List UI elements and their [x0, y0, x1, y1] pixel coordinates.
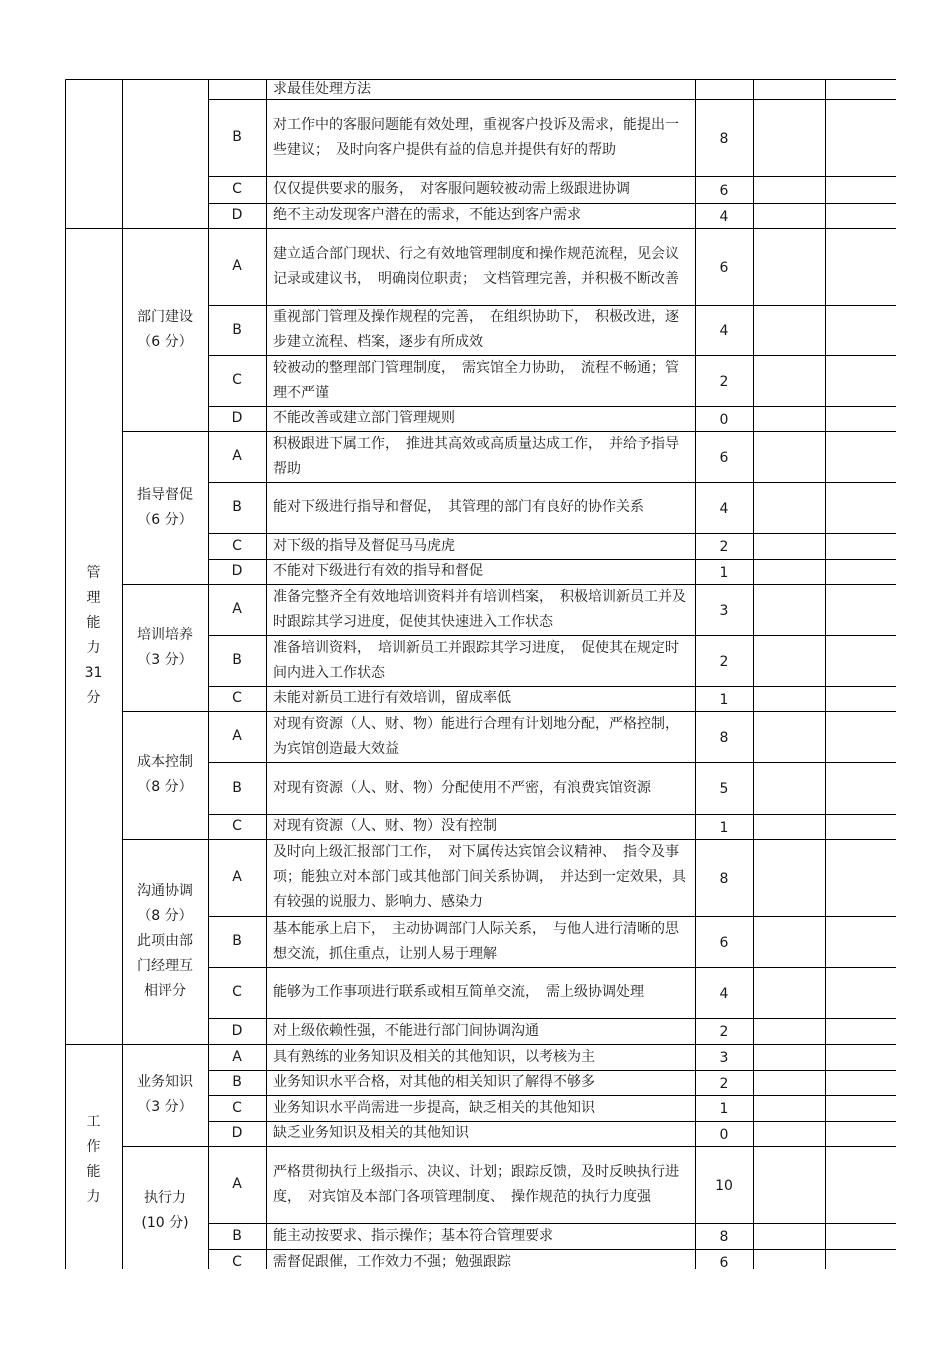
criteria-text: 建立适合部门现状、行之有效地管理制度和操作规范流程，见会议记录或建议书， 明确岗位职责； 文档管理完善，并积极不断改善 — [273, 245, 679, 287]
final-score-cell — [825, 99, 896, 176]
subgroup-label-line: （8 分） — [137, 779, 193, 795]
self-score-cell — [753, 1044, 825, 1070]
category-char: 能 — [86, 1163, 101, 1180]
score-cell: 0 — [719, 411, 729, 428]
subgroup-label-line: 部门建设 — [137, 308, 193, 325]
final-score-cell — [825, 533, 896, 559]
score-cell: 1 — [719, 691, 729, 708]
subgroup-label — [122, 431, 208, 584]
score-cell: 3 — [719, 602, 729, 619]
criteria-text: 及时向上级汇报部门工作， 对下属传达宾馆会议精神、 指令及事项；能独立对本部门或其他部门间关系协调， 并达到一定效果，具有较强的说服力、影响力、感染力 — [273, 844, 686, 910]
final-score-cell — [825, 1223, 896, 1249]
score-cell: 4 — [719, 208, 729, 225]
self-score-cell — [753, 1018, 825, 1044]
score-cell — [695, 79, 753, 99]
criteria-text: 需督促跟催，工作效力不强；勉强跟踪 — [273, 1253, 511, 1270]
score-cell: 1 — [719, 1101, 729, 1117]
final-score-cell — [825, 1095, 896, 1121]
grade-cell: A — [232, 448, 242, 464]
category-char: 力 — [86, 640, 101, 656]
score-cell: 8 — [719, 1229, 729, 1245]
criteria-text: 准备完整齐全有效地培训资料并有培训档案， 积极培训新员工并及时跟踪其学习进度，促使其快速进入工作状态 — [273, 588, 686, 630]
final-score-cell — [825, 203, 896, 228]
final-score-cell — [825, 355, 896, 406]
score-cell: 2 — [719, 539, 729, 555]
grade-cell: A — [232, 869, 242, 885]
grade-cell: C — [232, 181, 242, 197]
score-cell: 4 — [719, 985, 729, 1002]
grade-cell — [208, 79, 266, 99]
category-label — [65, 79, 122, 228]
score-cell: 1 — [719, 819, 729, 836]
score-cell: 10 — [715, 1177, 733, 1194]
subgroup-label-line: 执行力 — [144, 1189, 186, 1206]
final-score-cell — [825, 1121, 896, 1146]
score-cell: 4 — [719, 500, 729, 517]
criteria-text: 对工作中的客服问题能有效处理，重视客户投诉及需求，能提出一些建议； 及时向客户提供有益的信息并提供有好的帮助 — [273, 116, 679, 158]
self-score-cell — [753, 559, 825, 584]
final-score-cell — [825, 711, 896, 762]
subgroup-label-line: 沟通协调 — [137, 883, 193, 899]
subgroup-label — [122, 584, 208, 711]
self-score-cell — [753, 839, 825, 916]
self-score-cell — [753, 814, 825, 839]
final-score-cell — [825, 967, 896, 1018]
criteria-text: 能主动按要求、指示操作；基本符合管理要求 — [273, 1227, 553, 1244]
final-score-cell — [825, 1018, 896, 1044]
self-score-cell — [753, 762, 825, 814]
criteria-text: 仅仅提供要求的服务， 对客服问题较被动需上级跟进协调 — [273, 181, 630, 197]
subgroup-label-line: 相评分 — [144, 983, 186, 999]
grade-cell: D — [231, 1125, 243, 1141]
subgroup-label-line: 成本控制 — [137, 754, 193, 770]
final-score-cell — [825, 305, 896, 355]
category-char: 力 — [86, 1188, 101, 1205]
criteria-text: 业务知识水平尚需进一步提高，缺乏相关的其他知识 — [273, 1099, 595, 1116]
criteria-text: 不能对下级进行有效的指导和督促 — [273, 563, 483, 579]
final-score-cell — [825, 584, 896, 635]
self-score-cell — [753, 355, 825, 406]
subgroup-label-line: 指导督促 — [137, 486, 193, 503]
criteria-text: 求最佳处理方法 — [273, 80, 371, 97]
category-label — [65, 1044, 122, 1275]
self-score-cell — [753, 79, 825, 99]
self-score-cell — [753, 533, 825, 559]
criteria-text: 对现有资源（人、财、物）能进行合理有计划地分配，严格控制，为宾馆创造最大效益 — [273, 715, 679, 757]
grade-cell: C — [232, 1099, 242, 1116]
grade-cell: B — [232, 321, 242, 338]
score-cell: 6 — [719, 934, 729, 951]
grade-cell: A — [232, 601, 242, 617]
subgroup-label — [122, 1044, 208, 1146]
criteria-text: 重视部门管理及操作规程的完善， 在组织协助下， 积极改进，逐步建立流程、档案，逐步有所成效 — [273, 309, 679, 350]
grade-cell: D — [231, 1022, 243, 1039]
self-score-cell — [753, 635, 825, 686]
self-score-cell — [753, 1095, 825, 1121]
score-cell: 1 — [719, 564, 729, 581]
grade-cell: C — [232, 818, 242, 834]
self-score-cell — [753, 1070, 825, 1095]
self-score-cell — [753, 203, 825, 228]
criteria-text: 对现有资源（人、财、物）分配使用不严密，有浪费宾馆资源 — [273, 779, 651, 796]
criteria-text: 绝不主动发现客户潜在的需求，不能达到客户需求 — [273, 207, 581, 223]
final-score-cell — [825, 814, 896, 839]
grade-cell: B — [232, 1227, 242, 1244]
category-label — [65, 228, 122, 1044]
self-score-cell — [753, 1223, 825, 1249]
grade-cell: A — [232, 728, 242, 744]
category-char: 分 — [86, 690, 101, 706]
subgroup-label — [122, 228, 208, 431]
grade-cell: B — [232, 779, 242, 796]
category-char: 能 — [86, 615, 101, 631]
self-score-cell — [753, 431, 825, 482]
subgroup-label — [122, 79, 208, 228]
criteria-text: 对现有资源（人、财、物）没有控制 — [273, 818, 497, 834]
grade-cell: B — [232, 1074, 242, 1090]
score-cell: 2 — [719, 1024, 729, 1040]
criteria-text: 对上级依赖性强，不能进行部门间协调沟通 — [273, 1022, 539, 1039]
final-score-cell — [825, 762, 896, 814]
subgroup-label-line: （6 分） — [137, 333, 193, 350]
subgroup-label — [122, 1146, 208, 1275]
self-score-cell — [753, 228, 825, 305]
self-score-cell — [753, 967, 825, 1018]
self-score-cell — [753, 1121, 825, 1146]
final-score-cell — [825, 559, 896, 584]
subgroup-label-line: 门经理互 — [137, 958, 193, 974]
grade-cell: C — [232, 984, 242, 1000]
final-score-cell — [825, 1249, 896, 1275]
grade-cell: D — [231, 207, 243, 223]
evaluation-table — [65, 79, 896, 1269]
score-cell: 6 — [719, 259, 729, 276]
criteria-text: 积极跟进下属工作， 推进其高效或高质量达成工作， 并给予指导帮助 — [273, 435, 679, 477]
criteria-text: 准备培训资料， 培训新员工并跟踪其学习进度， 促使其在规定时间内进入工作状态 — [273, 639, 679, 681]
category-char: 理 — [86, 590, 101, 606]
score-cell: 6 — [719, 182, 729, 199]
self-score-cell — [753, 1146, 825, 1223]
score-cell: 2 — [719, 373, 729, 390]
criteria-text: 业务知识水平合格，对其他的相关知识了解得不够多 — [273, 1074, 595, 1090]
grade-cell: A — [232, 258, 242, 274]
grade-cell: D — [231, 410, 243, 426]
subgroup-label-line: 此项由部 — [137, 933, 193, 949]
category-char: 31 — [84, 665, 103, 681]
subgroup-label-line: 业务知识 — [137, 1074, 193, 1090]
criteria-text: 基本能承上启下， 主动协调部门人际关系， 与他人进行清晰的思想交流，抓住重点，让别人易于理解 — [273, 920, 679, 962]
score-cell: 3 — [719, 1050, 729, 1066]
criteria-text: 对下级的指导及督促马马虎虎 — [273, 537, 455, 554]
subgroup-label — [122, 711, 208, 839]
category-char: 作 — [86, 1138, 101, 1155]
final-score-cell — [825, 176, 896, 203]
self-score-cell — [753, 584, 825, 635]
final-score-cell — [825, 431, 896, 482]
self-score-cell — [753, 406, 825, 431]
self-score-cell — [753, 99, 825, 176]
self-score-cell — [753, 482, 825, 533]
subgroup-label — [122, 839, 208, 1044]
grade-cell: B — [232, 933, 242, 949]
self-score-cell — [753, 711, 825, 762]
final-score-cell — [825, 1044, 896, 1070]
self-score-cell — [753, 1249, 825, 1275]
score-cell: 8 — [719, 130, 729, 147]
criteria-text: 较被动的整理部门管理制度， 需宾馆全力协助， 流程不畅通；管理不严谨 — [273, 359, 679, 401]
subgroup-label-line: (10 分) — [141, 1214, 189, 1231]
final-score-cell — [825, 1070, 896, 1095]
final-score-cell — [825, 79, 896, 99]
self-score-cell — [753, 176, 825, 203]
score-cell: 2 — [719, 1075, 729, 1092]
grade-cell: C — [232, 1253, 242, 1270]
final-score-cell — [825, 1146, 896, 1223]
final-score-cell — [825, 482, 896, 533]
grade-cell: B — [232, 652, 242, 668]
score-cell: 8 — [719, 729, 729, 746]
criteria-text: 严格贯彻执行上级指示、决议、计划；跟踪反馈，及时反映执行进度， 对宾馆及本部门各项管理制度、 操作规范的执行力度强 — [273, 1163, 679, 1205]
score-cell: 8 — [719, 870, 729, 887]
final-score-cell — [825, 916, 896, 967]
self-score-cell — [753, 686, 825, 711]
score-cell: 5 — [719, 781, 729, 797]
subgroup-label-line: 培训培养 — [137, 626, 193, 643]
grade-cell: C — [232, 537, 242, 554]
grade-cell: C — [232, 690, 242, 706]
subgroup-label-line: （6 分） — [137, 511, 193, 528]
score-cell: 6 — [719, 1255, 729, 1271]
score-cell: 0 — [719, 1126, 729, 1143]
criteria-text: 未能对新员工进行有效培训，留成率低 — [273, 690, 511, 706]
criteria-text: 能对下级进行指导和督促， 其管理的部门有良好的协作关系 — [273, 499, 644, 515]
grade-cell: D — [231, 563, 243, 579]
score-cell: 4 — [719, 323, 729, 339]
grade-cell: B — [232, 499, 242, 515]
grade-cell: C — [232, 372, 242, 388]
final-score-cell — [825, 228, 896, 305]
category-char: 管 — [86, 565, 101, 581]
subgroup-label-line: （3 分） — [137, 1099, 193, 1115]
grade-cell: A — [232, 1176, 242, 1192]
criteria-text: 具有熟练的业务知识及相关的其他知识，以考核为主 — [273, 1048, 595, 1065]
final-score-cell — [825, 406, 896, 431]
grade-cell: B — [232, 129, 242, 145]
final-score-cell — [825, 635, 896, 686]
criteria-text: 不能改善或建立部门管理规则 — [273, 410, 455, 426]
self-score-cell — [753, 916, 825, 967]
self-score-cell — [753, 305, 825, 355]
final-score-cell — [825, 686, 896, 711]
subgroup-label-line: （8 分） — [137, 908, 193, 924]
score-cell: 2 — [719, 653, 729, 670]
score-cell: 6 — [719, 449, 729, 466]
criteria-text: 缺乏业务知识及相关的其他知识 — [273, 1125, 469, 1141]
criteria-text: 能够为工作事项进行联系或相互简单交流， 需上级协调处理 — [273, 984, 644, 1000]
category-char: 工 — [86, 1113, 101, 1130]
subgroup-label-line: （3 分） — [137, 651, 193, 668]
grade-cell: A — [232, 1048, 242, 1065]
final-score-cell — [825, 839, 896, 916]
